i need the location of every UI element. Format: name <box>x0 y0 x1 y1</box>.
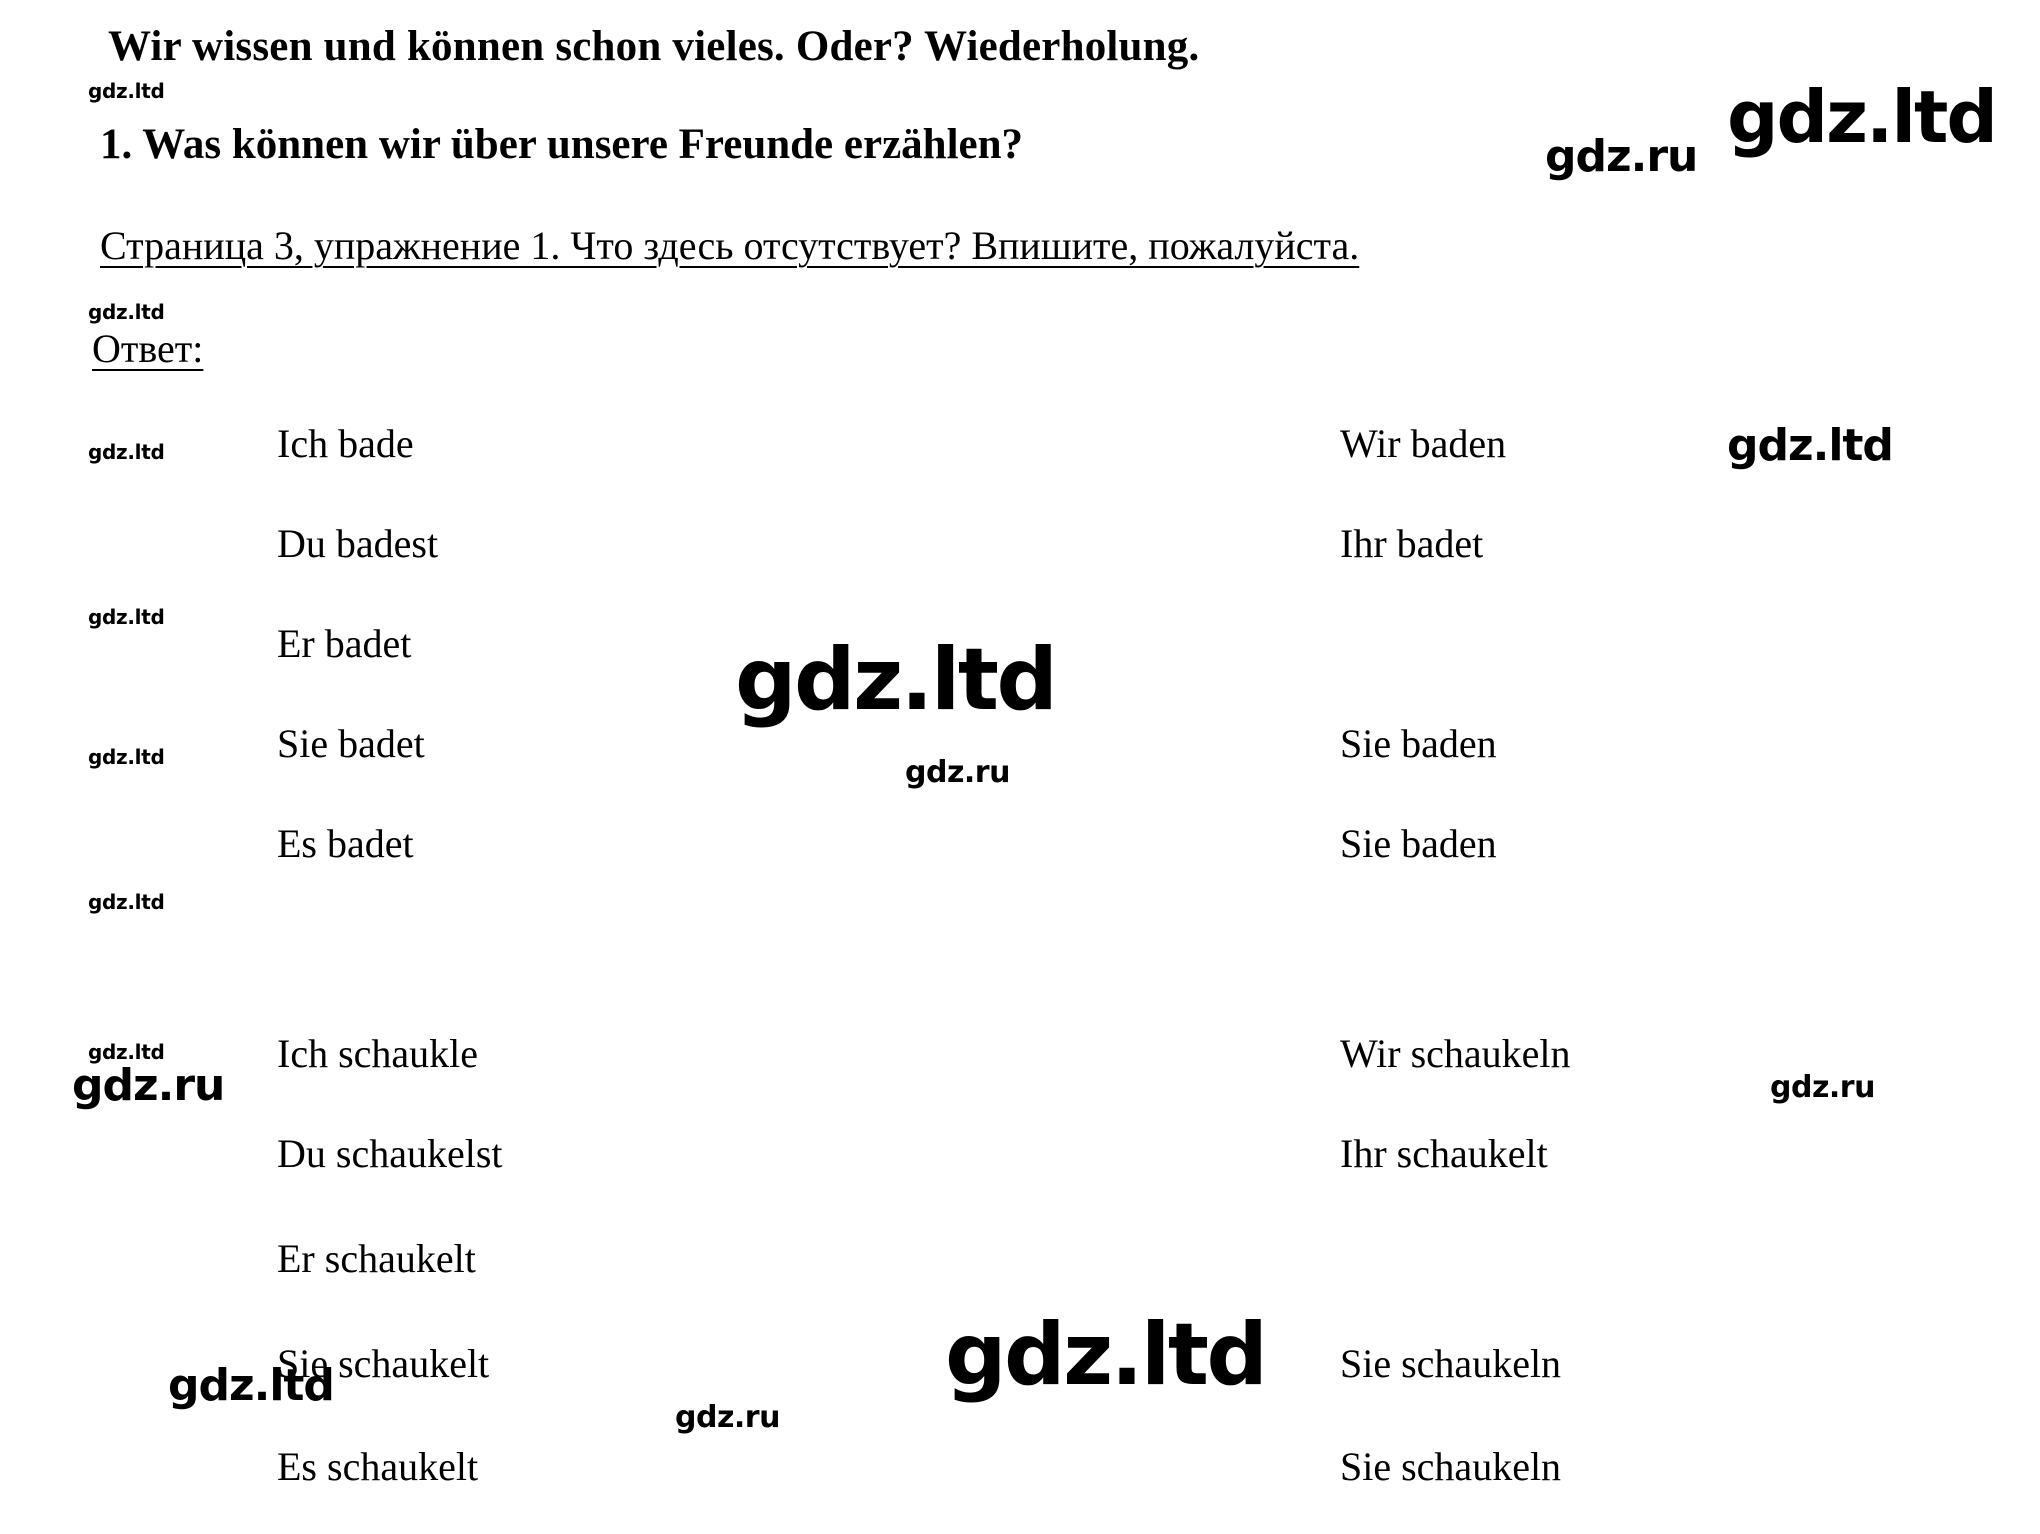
watermark: gdz.ltd <box>88 300 165 324</box>
conjugation-cell: Ihr schaukelt <box>1340 1131 1548 1176</box>
watermark: gdz.ltd <box>88 79 165 103</box>
watermark: gdz.ltd <box>1727 420 1893 471</box>
watermark: gdz.ltd <box>88 440 165 464</box>
page-title: Wir wissen und können schon vieles. Oder? Wiederholung. <box>108 23 1200 70</box>
watermark: gdz.ltd <box>88 890 165 914</box>
task-description: Страница 3, упражнение 1. Что здесь отсутствует? Впишите, пожалуйста. <box>100 223 1360 268</box>
watermark: gdz.ltd <box>1727 75 1996 159</box>
watermark: gdz.ru <box>72 1060 225 1111</box>
conjugation-cell: Sie badet <box>277 721 425 766</box>
conjugation-cell: Er badet <box>277 621 412 666</box>
watermark: gdz.ru <box>1770 1070 1875 1105</box>
conjugation-cell: Sie schaukeln <box>1340 1341 1562 1386</box>
watermark: gdz.ltd <box>945 1305 1266 1405</box>
conjugation-cell: Sie baden <box>1340 821 1497 866</box>
conjugation-cell: Ihr badet <box>1340 521 1484 566</box>
watermark: gdz.ltd <box>168 1360 334 1411</box>
watermark: gdz.ru <box>905 755 1010 790</box>
answer-label: Ответ: <box>92 326 204 371</box>
watermark: gdz.ltd <box>88 1040 165 1064</box>
watermark: gdz.ru <box>675 1400 780 1435</box>
conjugation-cell: Es badet <box>277 821 414 866</box>
conjugation-cell: Er schaukelt <box>277 1236 476 1281</box>
conjugation-cell: Sie baden <box>1340 721 1497 766</box>
conjugation-cell: Wir schaukeln <box>1340 1031 1571 1076</box>
conjugation-cell: Wir baden <box>1340 421 1507 466</box>
conjugation-cell: Es schaukelt <box>277 1444 479 1489</box>
watermark: gdz.ru <box>1545 131 1698 182</box>
conjugation-cell: Du schaukelst <box>277 1131 503 1176</box>
conjugation-cell: Ich bade <box>277 421 414 466</box>
conjugation-cell: Ich schaukle <box>277 1031 479 1076</box>
conjugation-cell: Sie schaukelt <box>277 1341 490 1386</box>
exercise-subtitle: 1. Was können wir über unsere Freunde erzählen? <box>100 121 1024 168</box>
conjugation-cell: Du badest <box>277 521 439 566</box>
watermark: gdz.ltd <box>88 605 165 629</box>
conjugation-cell: Sie schaukeln <box>1340 1444 1562 1489</box>
watermark: gdz.ltd <box>88 745 165 769</box>
watermark: gdz.ltd <box>735 630 1056 730</box>
